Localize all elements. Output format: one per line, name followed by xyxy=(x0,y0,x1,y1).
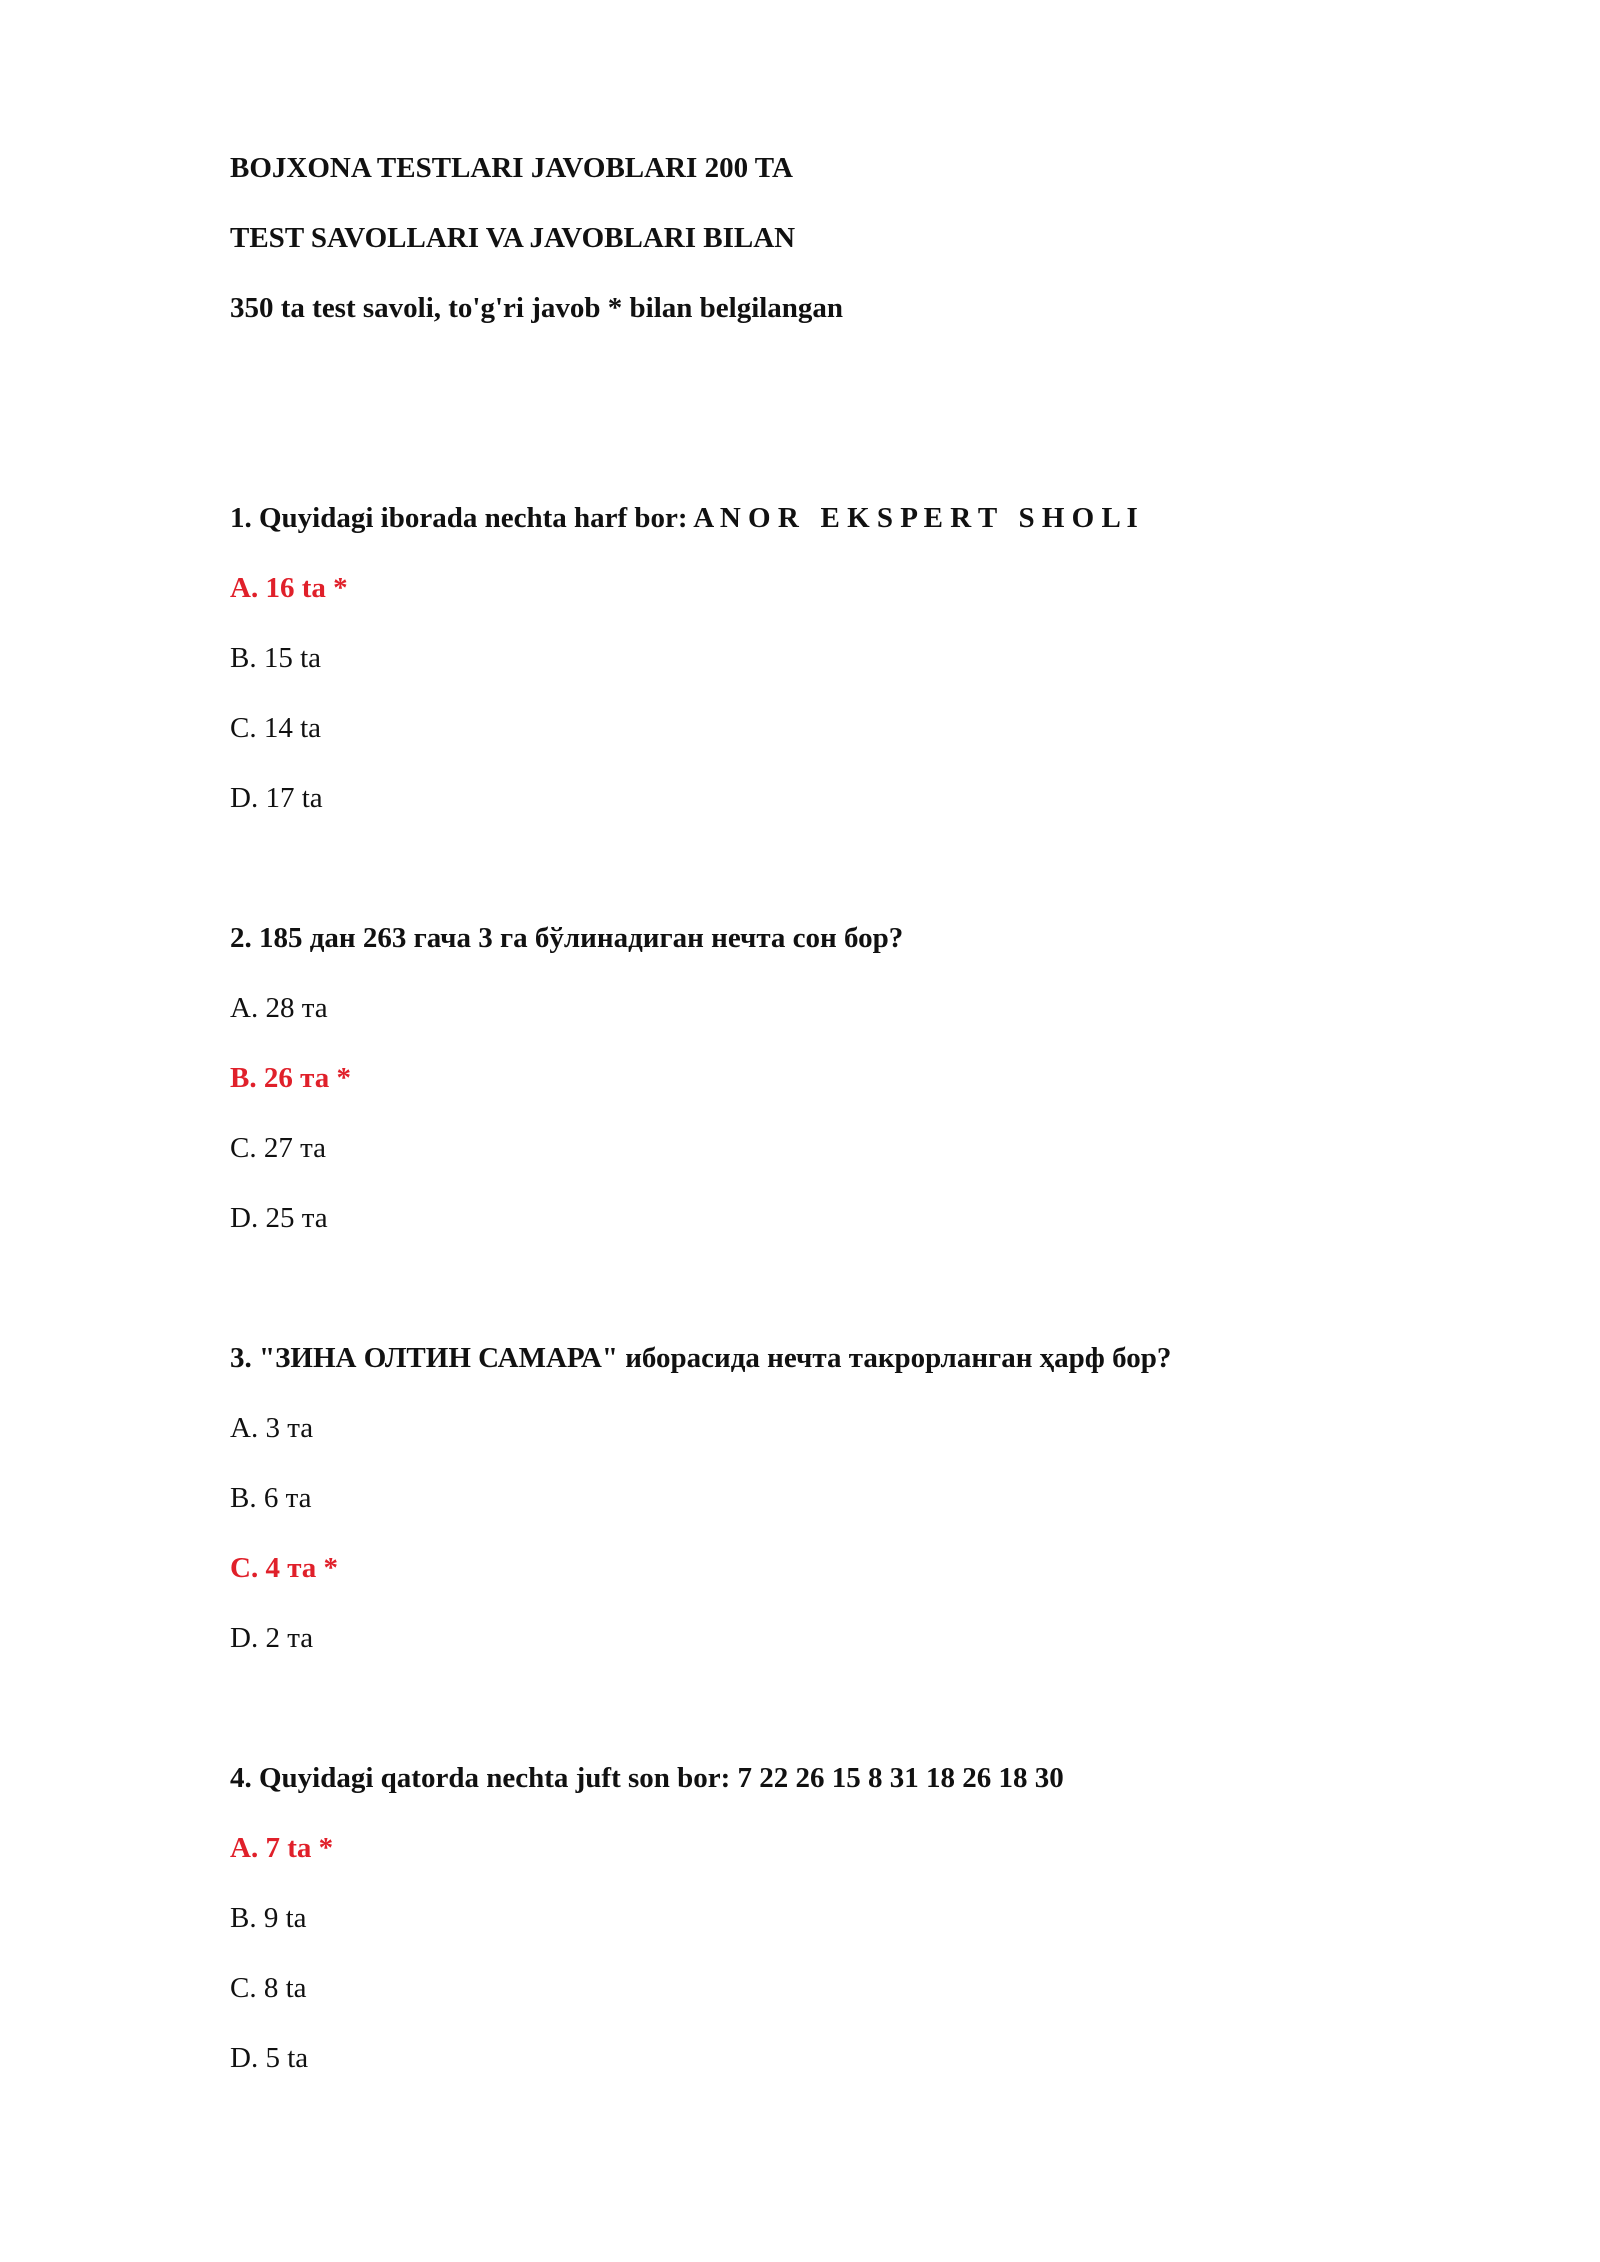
document-note: 350 ta test savoli, to'g'ri javob * bilan belgilangan xyxy=(230,292,844,324)
option-a: A. 7 ta * xyxy=(230,1832,334,1864)
option-d: D. 25 та xyxy=(230,1202,328,1234)
document-subtitle: TEST SAVOLLARI VA JAVOBLARI BILAN xyxy=(230,222,796,254)
option-d: D. 5 ta xyxy=(230,2042,309,2074)
option-b: B. 6 та xyxy=(230,1482,312,1514)
option-d: D. 2 та xyxy=(230,1622,314,1654)
option-b: B. 26 та * xyxy=(230,1062,351,1094)
option-a: A. 16 ta * xyxy=(230,572,348,604)
option-a: A. 3 та xyxy=(230,1412,314,1444)
option-b: B. 9 ta xyxy=(230,1902,307,1934)
question-text: 4. Quyidagi qatorda nechta juft son bor: 7 22 26 15 8 31 18 26 18 30 xyxy=(230,1762,1064,1794)
option-a: A. 28 та xyxy=(230,992,328,1024)
question-text: 3. "ЗИНА ОЛТИН САМАРА" иборасида нечта такрорланган ҳарф бор? xyxy=(230,1342,1172,1374)
question-text: 2. 185 дан 263 гача 3 га бўлинадиган нечта сон бор? xyxy=(230,922,904,954)
option-c: C. 8 ta xyxy=(230,1972,307,2004)
option-c: C. 14 ta xyxy=(230,712,322,744)
option-d: D. 17 ta xyxy=(230,782,323,814)
option-c: C. 27 та xyxy=(230,1132,326,1164)
option-c: C. 4 та * xyxy=(230,1552,339,1584)
option-b: B. 15 ta xyxy=(230,642,322,674)
question-text: 1. Quyidagi iborada nechta harf bor: A N O R E K S P E R T S H O L I xyxy=(230,502,1138,534)
document-title: BOJXONA TESTLARI JAVOBLARI 200 TA xyxy=(230,152,793,184)
